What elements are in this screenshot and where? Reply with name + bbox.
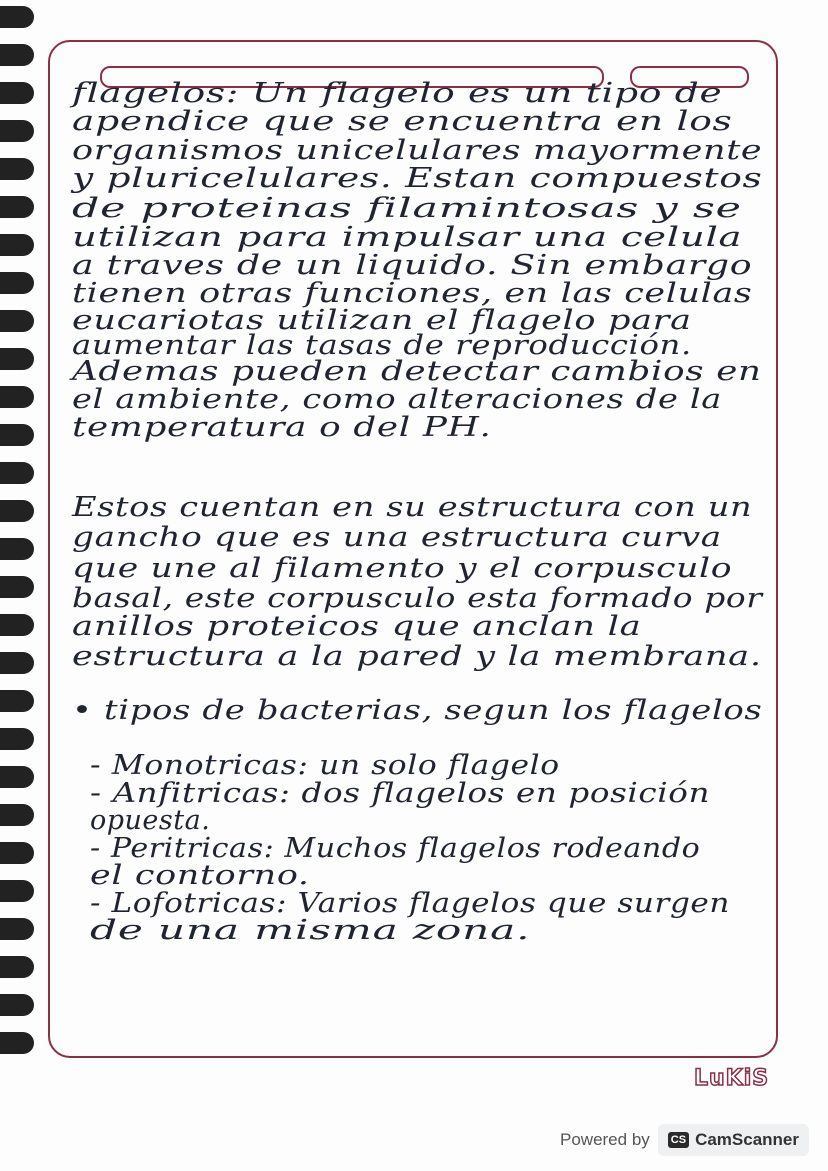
note-line: que une al filamento y el corpusculo	[72, 553, 733, 584]
note-line: y pluricelulares. Estan compuestos	[72, 163, 763, 194]
spiral-ring	[0, 348, 34, 370]
note-line: aumentar las tasas de reproducción.	[72, 330, 692, 361]
powered-by-label: Powered by	[560, 1130, 650, 1149]
note-line: gancho que es una estructura curva	[72, 522, 722, 553]
camscanner-badge[interactable]	[658, 1124, 809, 1156]
spiral-ring	[0, 956, 34, 978]
note-line: Estos cuentan en su estructura con un	[72, 492, 753, 523]
spiral-ring	[0, 462, 34, 484]
spiral-ring	[0, 234, 34, 256]
camscanner-icon: CS	[668, 1132, 689, 1148]
spiral-ring	[0, 158, 34, 180]
spiral-ring	[0, 880, 34, 902]
note-line: eucariotas utilizan el flagelo para	[72, 305, 692, 336]
note-line: de proteinas filamintosas y se	[72, 193, 742, 224]
list-line: • tipos de bacterias, segun los flagelos	[72, 695, 763, 726]
spiral-ring	[0, 500, 34, 522]
spiral-ring	[0, 576, 34, 598]
spiral-ring	[0, 728, 34, 750]
note-line: organismos unicelulares mayormente	[72, 135, 763, 166]
note-line: utilizan para impulsar una celula	[72, 222, 743, 253]
spiral-ring	[0, 272, 34, 294]
spiral-ring	[0, 386, 34, 408]
spiral-ring	[0, 994, 34, 1016]
note-line: Ademas pueden detectar cambios en	[72, 356, 762, 387]
spiral-ring	[0, 614, 34, 636]
note-line: estructura a la pared y la membrana.	[72, 641, 762, 672]
note-line: basal, este corpusculo esta formado por	[72, 583, 763, 614]
spiral-ring	[0, 842, 34, 864]
list-line: opuesta.	[90, 805, 211, 836]
spiral-ring	[0, 424, 34, 446]
note-line: el ambiente, como alteraciones de la	[72, 384, 722, 415]
spiral-ring	[0, 690, 34, 712]
spiral-ring	[0, 918, 34, 940]
spiral-ring	[0, 310, 34, 332]
notebook-logo: LuKiS	[694, 1066, 770, 1091]
spiral-ring	[0, 82, 34, 104]
spiral-ring	[0, 804, 34, 826]
list-line: de una misma zona.	[90, 915, 531, 946]
note-line: flagelos: Un flagelo es un tipo de	[72, 78, 723, 109]
spiral-ring	[0, 44, 34, 66]
spiral-ring	[0, 120, 34, 142]
list-line: - Anfitricas: dos flagelos en posición	[90, 778, 711, 809]
note-line: temperatura o del PH.	[72, 412, 492, 443]
note-line: tienen otras funciones, en las celulas	[72, 278, 753, 309]
list-line: - Peritricas: Muchos flagelos rodeando	[90, 833, 701, 864]
note-line: a traves de un liquido. Sin embargo	[72, 250, 753, 281]
spiral-ring	[0, 1032, 34, 1054]
list-line: - Monotricas: un solo flagelo	[90, 750, 560, 781]
camscanner-footer	[560, 1124, 809, 1156]
spiral-ring	[0, 538, 34, 560]
note-line: anillos proteicos que anclan la	[72, 611, 642, 642]
list-line: - Lofotricas: Varios flagelos que surgen	[90, 888, 730, 919]
spiral-ring	[0, 766, 34, 788]
spiral-ring	[0, 196, 34, 218]
camscanner-brand: CamScanner	[695, 1130, 799, 1149]
spiral-ring	[0, 652, 34, 674]
note-line: apendice que se encuentra en los	[72, 106, 733, 137]
spiral-ring	[0, 6, 34, 28]
list-line: el contorno.	[90, 860, 310, 891]
